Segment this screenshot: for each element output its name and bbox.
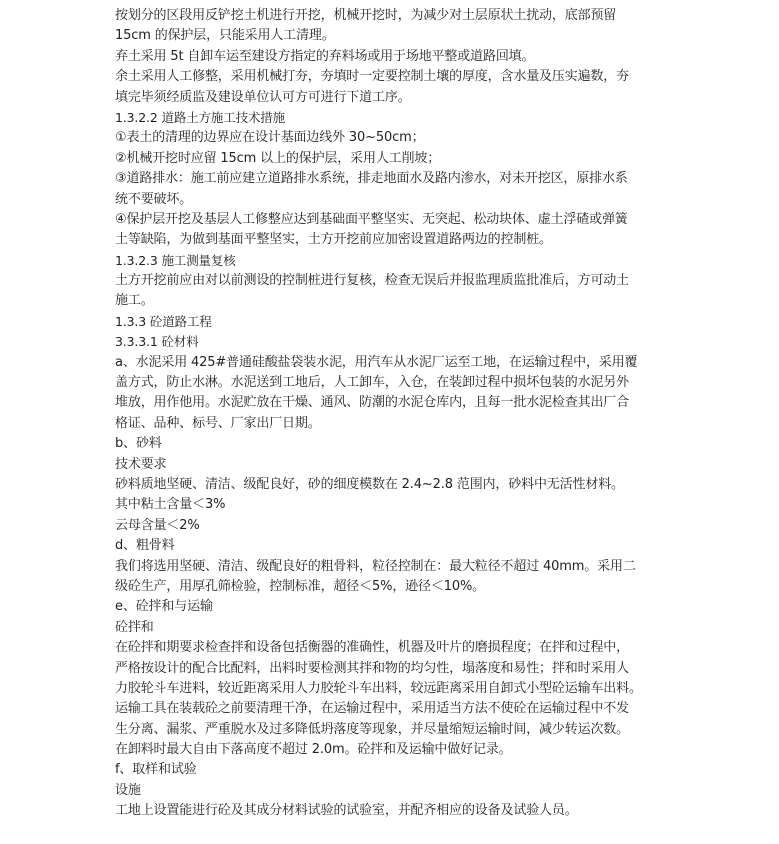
text-line: 堆放，用作他用。水泥贮放在干燥、通风、防潮的水泥仓库内，且每一批水泥检查其出厂合 [115,395,630,411]
section-heading: 1.3.2.2 道路土方施工技术措施 [115,109,286,125]
text-line: 施工。 [115,293,154,309]
text-line: 盖方式，防止水淋。水泥送到工地后，人工卸车，入仓，在装卸过程中损坏包装的水泥另外 [115,375,630,391]
text-line: 云母含量＜2% [115,517,200,533]
text-line: 砼拌和 [115,619,154,635]
text-line: 运输工具在装载砼之前要清理干净，在运输过程中，采用适当方法不使砼在运输过程中不发 [115,701,630,717]
text-line: 统不要破坏。 [115,191,193,207]
text-line: ②机械开挖时应留 15cm 以上的保护层，采用人工削坡； [115,150,441,166]
text-line: b、砂料 [115,436,162,452]
text-line: 15cm 的保护层，只能采用人工清理。 [115,28,335,44]
text-line: 弃土采用 5t 自卸车运至建设方指定的弃料场或用于场地平整或道路回填。 [115,48,535,64]
text-line: d、粗骨料 [115,538,175,554]
section-heading: 1.3.3 砼道路工程 [115,313,212,329]
text-line: 严格按设计的配合比配料，出料时要检测其拌和物的均匀性，塌落度和易性；拌和时采用人 [115,660,630,676]
text-line: 格证、品种、标号、厂家出厂日期。 [115,415,321,431]
text-line: 在砼拌和期要求检查拌和设备包括衡器的准确性，机器及叶片的磨损程度；在拌和过程中， [115,640,630,656]
text-line: 生分离、漏浆、严重脱水及过多降低坍落度等现象，并尽量缩短运输时间，减少转运次数。 [115,721,630,737]
text-line: 技术要求 [115,456,167,472]
text-line: e、砼拌和与运输 [115,599,213,615]
text-line: 土等缺陷，为做到基面平整坚实，土方开挖前应加密设置道路两边的控制桩。 [115,232,552,248]
text-line: 其中粘土含量＜3% [115,497,226,513]
text-line: a、水泥采用 425#普通硅酸盐袋装水泥，用汽车从水泥厂运至工地，在运输过程中，采用覆 [115,354,638,370]
text-line: 力胶轮斗车进料，较近距离采用人力胶轮斗车出料，较远距离采用自卸式小型砼运输车出料。 [115,680,642,696]
text-line: ①表土的清理的边界应在设计基面边线外 30~50cm； [115,130,425,146]
section-heading: 1.3.2.3 施工测量复核 [115,252,236,268]
section-heading: 3.3.3.1 砼材料 [115,334,199,350]
document-body [115,6,670,822]
text-line: ③道路排水：施工前应建立道路排水系统，排走地面水及路内渗水，对未开挖区，原排水系 [115,171,628,187]
text-line: 在卸料时最大自由下落高度不超过 2.0m。砼拌和及运输中做好记录。 [115,742,512,758]
text-line: 我们将选用坚硬、清洁、级配良好的粗骨料，粒径控制在：最大粒径不超过 40mm。采用二 [115,558,636,574]
text-line: 设施 [115,782,141,798]
text-line: 按划分的区段用反铲挖土机进行开挖，机械开挖时，为减少对土层原状土扰动，底部预留 [115,8,617,23]
text-line: ④保护层开挖及基层人工修整应达到基础面平整坚实、无突起、松动块体、虚土浮碴或弹簧 [115,211,628,227]
text-line: 土方开挖前应由对以前测设的控制桩进行复核，检查无误后并报监理质监批准后，方可动土 [115,273,630,289]
text-line: 填完毕须经质监及建设单位认可方可进行下道工序。 [115,89,411,105]
text-line: 工地上设置能进行砼及其成分材料试验的试验室，并配齐相应的设备及试验人员。 [115,803,578,819]
text-line: 余土采用人工修整，采用机械打夯，夯填时一定要控制土壤的厚度，含水量及压实遍数，夯 [115,69,630,85]
text-line: 级砼生产，用厚孔筛检验，控制标准，超径＜5%，逊径＜10%。 [115,578,486,594]
text-line: 砂料质地坚硬、清洁、级配良好，砂的细度模数在 2.4~2.8 范围内，砂料中无活性材料。 [115,476,624,492]
text-line: f、取样和试验 [115,762,197,778]
